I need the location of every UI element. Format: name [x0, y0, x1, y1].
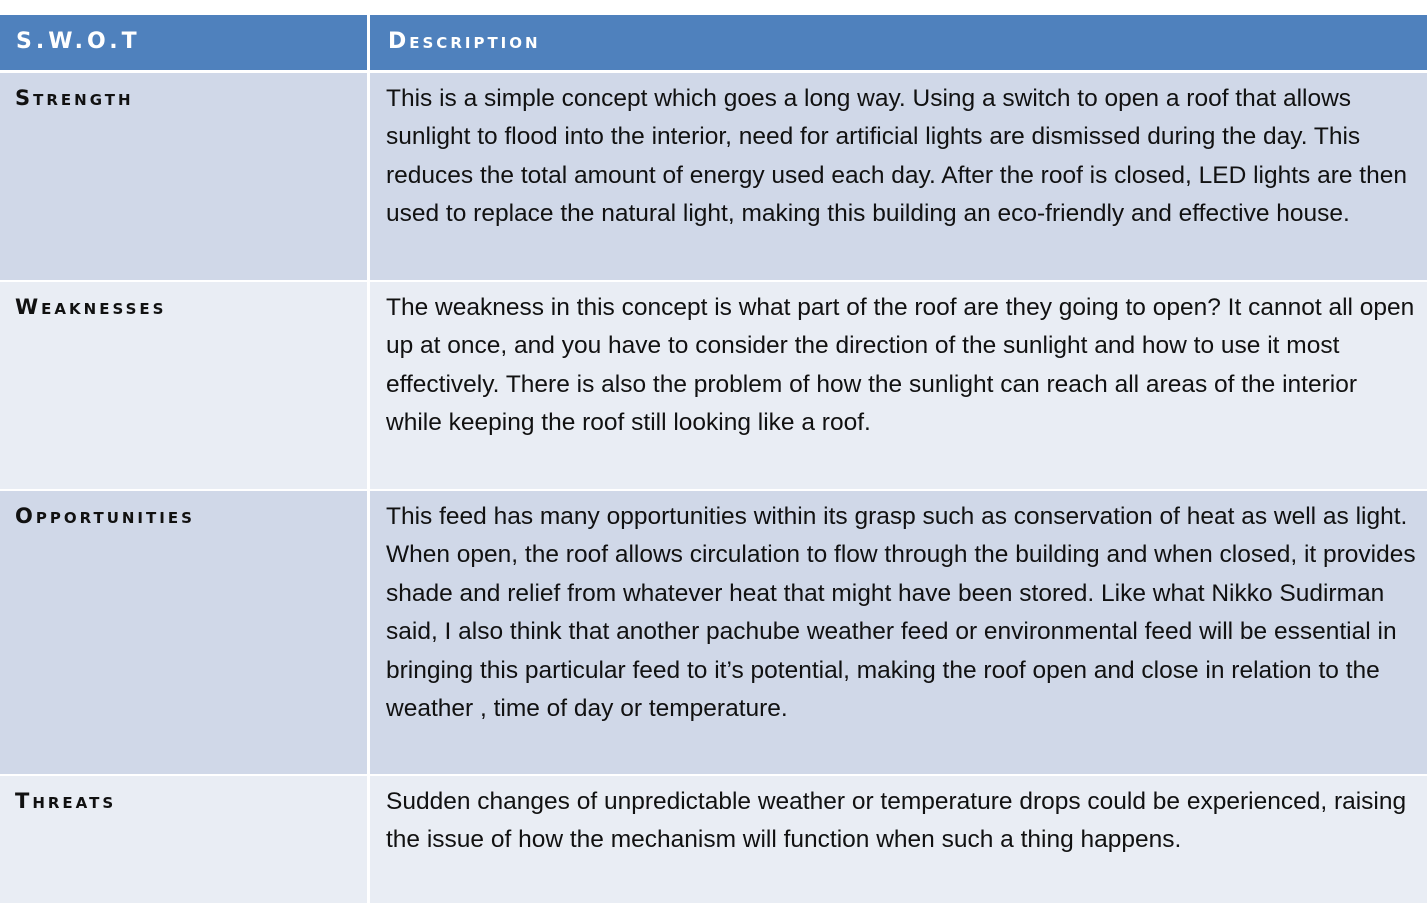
table-row-threats [0, 776, 1427, 903]
table-row-strength [0, 73, 1427, 282]
table-row-weaknesses [0, 282, 1427, 491]
row-description-threats: Sudden changes of unpredictable weather or temperature drops could be experienced, raising the issue of how the mechanism will function when such a thing happens. [370, 776, 1427, 903]
swot-table [0, 15, 1427, 903]
row-label-threats: Threats [0, 776, 370, 903]
row-label-opportunities: Opportunities [0, 491, 370, 774]
row-label-weaknesses: Weaknesses [0, 282, 370, 489]
row-description-opportunities: This feed has many opportunities within its grasp such as conservation of heat as well as light. When open, the roof allows circulation to flow through the building and when closed, it provides shade and relief from whatever heat that might have been stored. Like what Nikko Sudirman said, I also think that another pachube weather feed or environmental feed will be essential in bringing this particular feed to it’s potential, making the roof open and close in relation to the weather , time of day or temperature. [370, 491, 1427, 774]
header-swot: S.W.O.T [0, 15, 370, 73]
row-label-strength: Strength [0, 73, 370, 280]
row-description-weaknesses: The weakness in this concept is what part of the roof are they going to open? It cannot all open up at once, and you have to consider the direction of the sunlight and how to use it most effectively. There is also the problem of how the sunlight can reach all areas of the interior while keeping the roof still looking like a roof. [370, 282, 1427, 489]
table-row-opportunities [0, 491, 1427, 776]
header-description: Description [370, 15, 1427, 73]
table-header-row [0, 15, 1427, 73]
row-description-strength: This is a simple concept which goes a long way. Using a switch to open a roof that allows sunlight to flood into the interior, need for artificial lights are dismissed during the day. This reduces the total amount of energy used each day. After the roof is closed, LED lights are then used to replace the natural light, making this building an eco-friendly and effective house. [370, 73, 1427, 280]
